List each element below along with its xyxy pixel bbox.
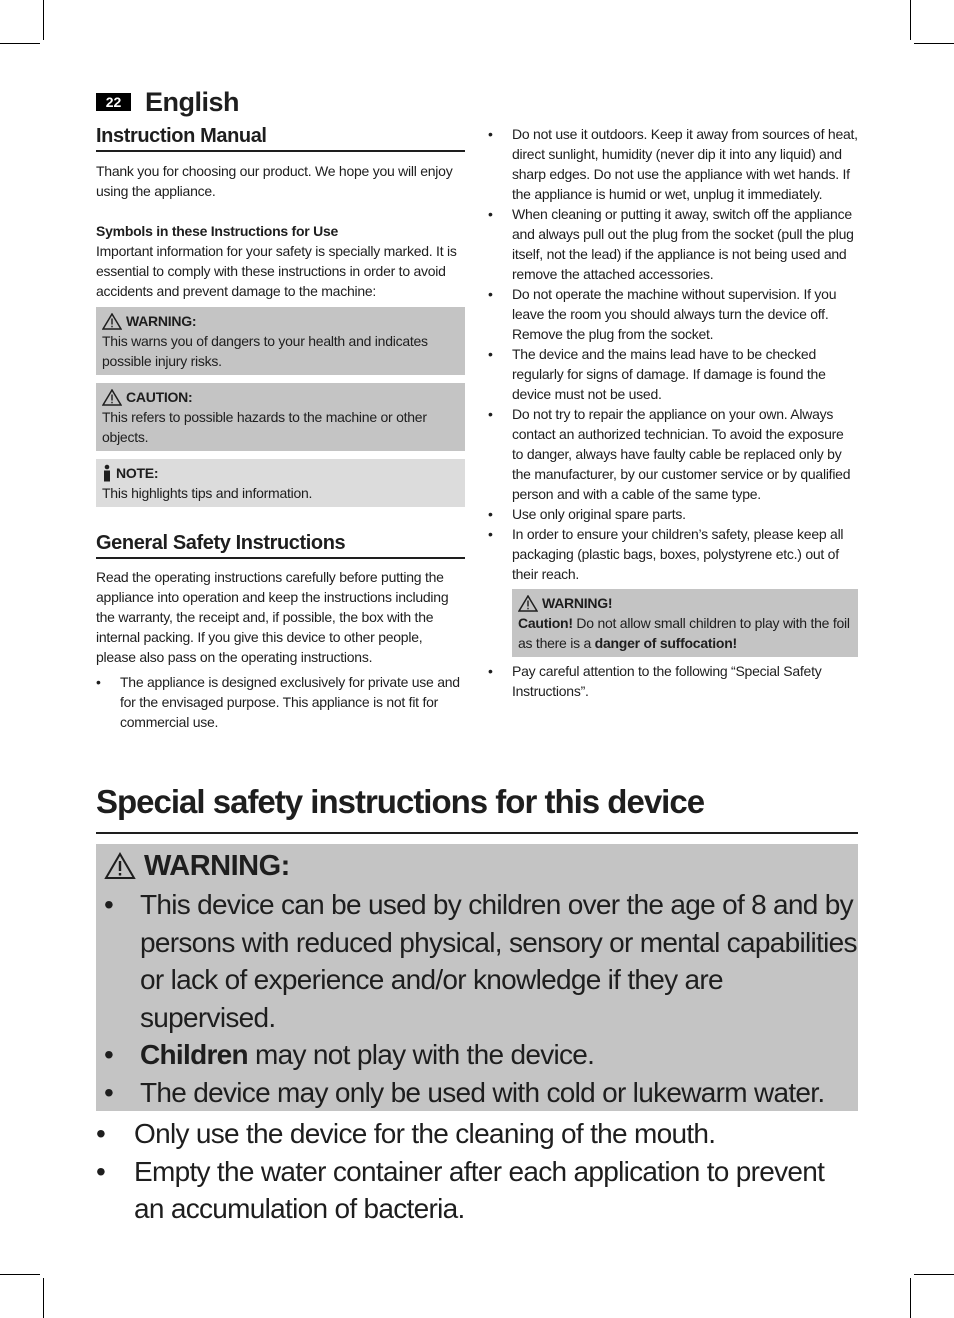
safety-list-end xyxy=(488,661,858,701)
crop-mark xyxy=(914,43,954,44)
list-item: • The device may only be used with cold or lukewarm water. xyxy=(104,1076,825,1108)
intro-text: Thank you for choosing our product. We hope you will enjoy using the appliance. xyxy=(96,163,453,199)
general-safety-heading: General Safety Instructions xyxy=(96,527,465,559)
list-item: • Empty the water container after each application to prevent an accumulation of bacteria. xyxy=(96,1155,825,1224)
instruction-manual-heading: Instruction Manual xyxy=(96,120,465,152)
warning-box-text: This warns you of dangers to your health and indicates possible injury risks. xyxy=(102,333,428,369)
symbols-heading: Symbols in these Instructions for Use xyxy=(96,223,339,239)
suffocation-warning-text: Caution! Do not allow small children to play with the foil as there is a danger of suffocation! xyxy=(518,615,850,651)
special-warning-title: WARNING: xyxy=(144,849,290,882)
general-safety-list xyxy=(96,672,465,732)
language-label: English xyxy=(145,86,240,117)
list-item: • Do not operate the machine without supervision. If you leave the room you should always turn the device off. Remove the plug from the socket. xyxy=(488,286,837,342)
list-item: • When cleaning or putting it away, switch off the appliance and always pull out the plug from the socket (pull the plug itself, not the lead) if the appliance is not being used and remove the attached accessories. xyxy=(488,206,854,282)
special-warning-list xyxy=(104,886,858,1111)
left-column xyxy=(96,120,465,732)
warning-triangle-icon xyxy=(102,313,122,330)
warning-triangle-icon xyxy=(518,595,538,612)
note-box xyxy=(96,459,465,507)
list-item: • The device and the mains lead have to be checked regularly for signs of damage. If damage is found the device must not be used. xyxy=(488,346,826,402)
list-item: • In order to ensure your children’s safety, please keep all packaging (plastic bags, boxes, polystyrene etc.) out of their reach. xyxy=(488,526,844,582)
list-item: • Use only original spare parts. xyxy=(488,506,686,522)
caution-box-title: CAUTION: xyxy=(126,389,193,405)
special-safety-section xyxy=(96,780,858,1228)
special-list xyxy=(96,1115,858,1228)
caution-box xyxy=(96,383,465,451)
page-header xyxy=(96,86,239,118)
crop-mark xyxy=(0,1274,40,1275)
suffocation-warning-title: WARNING! xyxy=(542,595,613,611)
warning-box xyxy=(96,307,465,375)
list-item: • The appliance is designed exclusively for private use and for the envisaged purpose. This appliance is not fit for commercial use. xyxy=(96,674,460,730)
note-box-title: NOTE: xyxy=(116,465,159,481)
safety-list xyxy=(488,124,858,584)
warning-triangle-icon xyxy=(102,389,122,406)
general-safety-text: Read the operating instructions carefully before putting the appliance into operation and keep the instructions including the warranty, the receipt and, if possible, the box with the internal packing. If you give this device to other people, please also pass on the operating instructions. xyxy=(96,569,449,665)
list-item: • Only use the device for the cleaning of the mouth. xyxy=(96,1118,716,1149)
info-icon xyxy=(102,464,112,482)
note-box-text: This highlights tips and information. xyxy=(102,485,313,501)
list-item: • This device can be used by children over the age of 8 and by persons with reduced physical, sensory or mental capabilities or lack of experience and/or knowledge if they are supervised. xyxy=(104,889,857,1033)
list-item: • Pay careful attention to the following “Special Safety Instructions”. xyxy=(488,663,822,699)
warning-box-title: WARNING: xyxy=(126,313,197,329)
crop-mark xyxy=(910,0,911,40)
special-safety-title: Special safety instructions for this device xyxy=(96,780,858,834)
caution-box-text: This refers to possible hazards to the machine or other objects. xyxy=(102,409,427,445)
list-item: • Do not use it outdoors. Keep it away from sources of heat, direct sunlight, humidity (never dip it into any liquid) and sharp edges. Do not use the appliance with wet hands. If the appliance is humid or wet, unplug it immediately. xyxy=(488,126,858,202)
page-number: 22 xyxy=(96,93,131,111)
right-column xyxy=(488,124,858,701)
list-item: • Children may not play with the device. xyxy=(104,1039,595,1070)
crop-mark xyxy=(910,1278,911,1318)
warning-triangle-icon xyxy=(104,852,136,880)
suffocation-warning-box xyxy=(512,589,858,657)
crop-mark xyxy=(0,43,40,44)
crop-mark xyxy=(43,1278,44,1318)
list-item: • Do not try to repair the appliance on your own. Always contact an authorized technician. To avoid the exposure to danger, always have faulty cable be replaced only by the manufacturer, by our customer service or by qualified person and with a cable of the same type. xyxy=(488,406,851,502)
symbols-text: Important information for your safety is specially marked. It is essential to comply with these instructions in order to avoid accidents and prevent damage to the machine: xyxy=(96,243,457,299)
crop-mark xyxy=(914,1274,954,1275)
special-warning-box xyxy=(96,844,858,1111)
crop-mark xyxy=(43,0,44,40)
